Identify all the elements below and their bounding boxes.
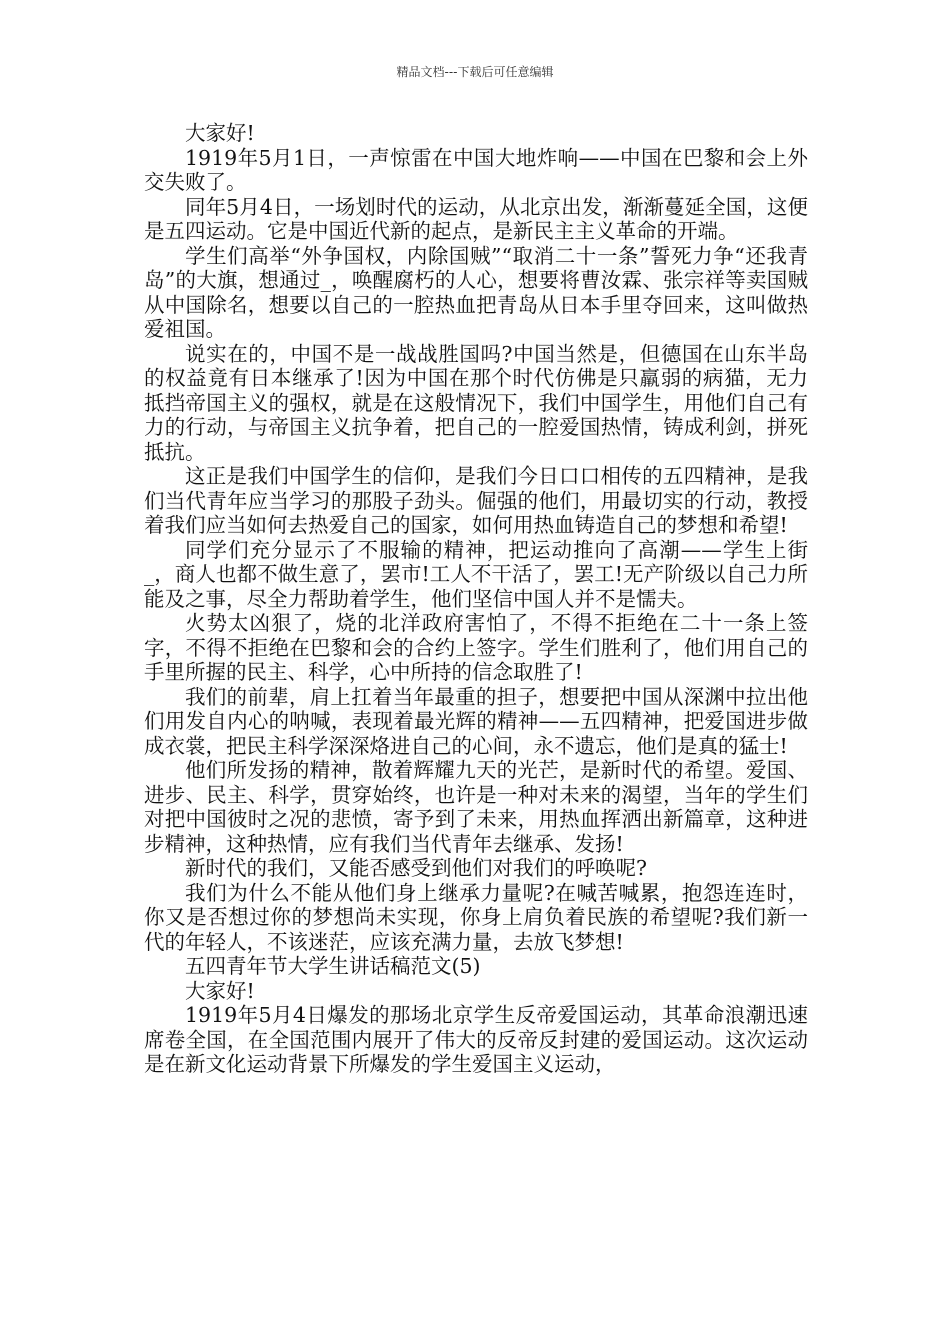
section-title: 五四青年节大学生讲话稿范文(5) (185, 954, 481, 978)
paragraph: 学生们高举“外争国权，内除国贼”“取消二十一条”誓死力争“还我青岛”的大旗，想通过_，唤醒腐朽的人心，想要将曹汝霖、张宗祥等卖国贼从中国除名，想要以自己的一腔热血把青岛从日本手里夺回来，这叫做热爱祖国。 (144, 243, 808, 341)
paragraph: 新时代的我们，又能否感受到他们对我们的呼唤呢? (185, 856, 647, 880)
paragraph: 1919年5月1日，一声惊雷在中国大地炸响——中国在巴黎和会上外交失败了。 (144, 145, 808, 194)
paragraph: 我们为什么不能从他们身上继承力量呢?在喊苦喊累，抱怨连连时，你又是否想过你的梦想尚未实现，你身上肩负着民族的希望呢?我们新一代的年轻人，不该迷茫，应该充满力量，去放飞梦想! (144, 880, 808, 954)
paragraph: 这正是我们中国学生的信仰，是我们今日口口相传的五四精神，是我们当代青年应当学习的那股子劲头。倔强的他们，用最切实的行动，教授着我们应当如何去热爱自己的国家，如何用热血铸造自己的梦想和希望! (144, 464, 808, 537)
paragraph-greeting: 大家好! (185, 978, 255, 1003)
page-header: 精品文档---下载后可任意编辑 (396, 65, 554, 79)
paragraph: 我们的前辈，肩上扛着当年最重的担子，想要把中国从深渊中拉出他们用发自内心的呐喊，表现着最光辉的精神——五四精神，把爱国进步做成衣裳，把民主科学深深烙进自己的心间，永不遗忘，他们是真的猛士! (144, 684, 808, 758)
paragraph: 火势太凶狠了，烧的北洋政府害怕了，不得不拒绝在二十一条上签字，不得不拒绝在巴黎和会的合约上签字。学生们胜利了，他们用自己的手里所握的民主、科学，心中所持的信念取胜了! (144, 611, 808, 684)
paragraph: 说实在的，中国不是一战战胜国吗?中国当然是，但德国在山东半岛的权益竟有日本继承了!因为中国在那个时代仿佛是只羸弱的病猫，无力抵挡帝国主义的强权，就是在这般情况下，我们中国学生，用他们自己有力的行动，与帝国主义抗争着，把自己的一腔爱国热情，铸成利剑，拼死抵抗。 (144, 341, 808, 464)
paragraph-greeting: 大家好! (185, 121, 255, 145)
paragraph: 同学们充分显示了不服输的精神，把运动推向了高潮——学生上街_，商人也都不做生意了，罢市!工人不干活了，罢工!无产阶级以自己力所能及之事，尽全力帮助着学生，他们坚信中国人并不是懦夫。 (144, 537, 808, 611)
document-body (144, 121, 808, 1077)
paragraph: 同年5月4日，一场划时代的运动，从北京出发，渐渐蔓延全国，这便是五四运动。它是中国近代新的起点，是新民主主义革命的开端。 (144, 194, 808, 243)
paragraph: 他们所发扬的精神，散着辉耀九天的光芒，是新时代的希望。爱国、进步、民主、科学，贯穿始终，也许是一种对未来的渴望，当年的学生们对把中国彼时之况的悲愤，寄予到了未来，用热血挥洒出新篇章，这种进步精神，这种热情，应有我们当代青年去继承、发扬! (144, 758, 808, 856)
paragraph: 1919年5月4日爆发的那场北京学生反帝爱国运动，其革命浪潮迅速席卷全国，在全国范围内展开了伟大的反帝反封建的爱国运动。这次运动是在新文化运动背景下所爆发的学生爱国主义运动， (144, 1003, 808, 1076)
